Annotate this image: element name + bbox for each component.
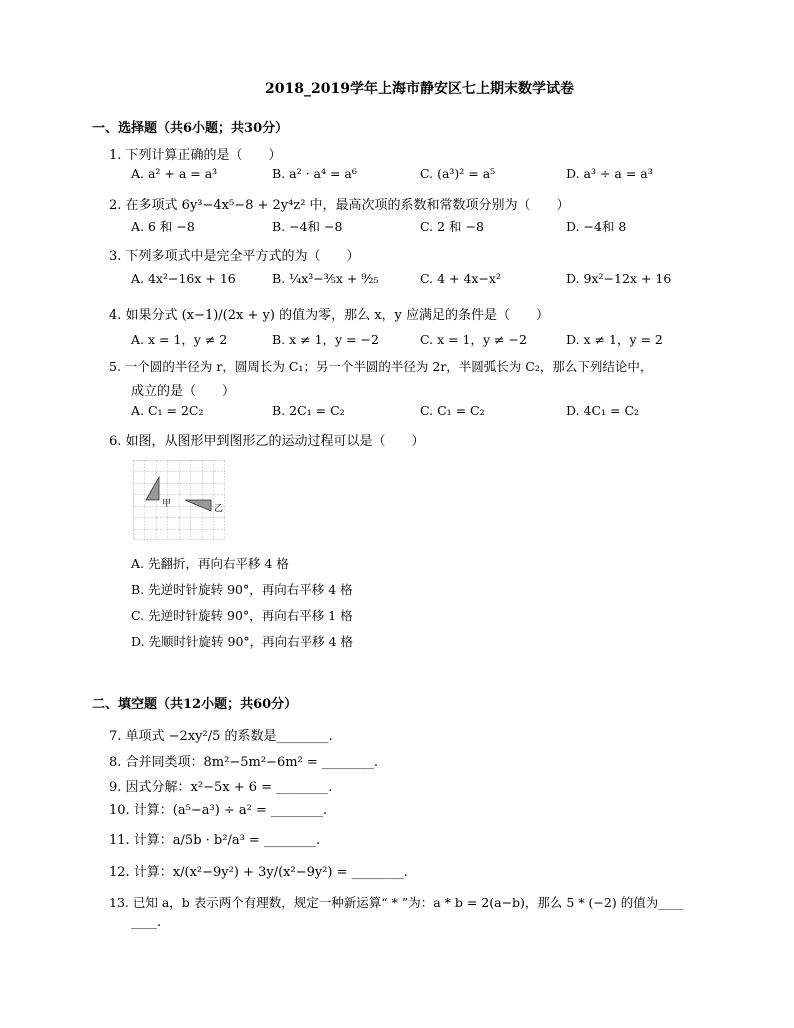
question-5-option-d: D. 4C₁ = C₂ bbox=[566, 403, 640, 418]
question-3-option-c: C. 4 + 4x−x² bbox=[420, 271, 501, 286]
question-4-option-a: A. x = 1，y ≠ 2 bbox=[131, 332, 228, 347]
question-3-stem: 3. 下列多项式中是完全平方式的为（ ） bbox=[109, 249, 360, 264]
label-jia: 甲 bbox=[162, 499, 172, 509]
question-9: 9. 因式分解：x²−5x + 6 = ________. bbox=[109, 780, 333, 795]
question-10: 10. 计算：(a⁵−a³) ÷ a² = ________. bbox=[109, 803, 328, 818]
question-4-option-c: C. x = 1，y ≠ −2 bbox=[420, 332, 527, 347]
question-6-stem: 6. 如图，从图形甲到图形乙的运动过程可以是（ ） bbox=[109, 434, 425, 449]
question-1-option-a: A. a² + a = a³ bbox=[131, 166, 218, 181]
question-8: 8. 合并同类项：8m²−5m²−6m² = ________. bbox=[109, 755, 379, 770]
question-3-option-b: B. ¼x³−³⁄₅x + ⁹⁄₂₅ bbox=[272, 271, 379, 286]
question-6-option-d: D. 先顺时针旋转 90°，再向右平移 4 格 bbox=[131, 634, 354, 649]
question-5-option-c: C. C₁ = C₂ bbox=[420, 403, 485, 418]
section-heading-choice: 一、选择题（共6小题；共30分） bbox=[92, 121, 289, 136]
question-2-stem: 2. 在多项式 6y³−4x⁵−8 + 2y⁴z² 中，最高次项的系数和常数项分别为（ ） bbox=[109, 198, 570, 213]
question-6-option-a: A. 先翻折，再向右平移 4 格 bbox=[131, 556, 289, 571]
question-5-stem-cont: 成立的是（ ） bbox=[131, 384, 236, 399]
question-7: 7. 单项式 −2xy²/5 的系数是________. bbox=[109, 729, 333, 744]
question-1-option-d: D. a³ ÷ a = a³ bbox=[566, 166, 653, 181]
question-11: 11. 计算：a/5b · b²/a³ = ________. bbox=[109, 833, 321, 848]
question-1-option-c: C. (a³)² = a⁵ bbox=[420, 166, 496, 181]
question-1-stem: 1. 下列计算正确的是（ ） bbox=[109, 148, 282, 163]
question-5-stem: 5. 一个圆的半径为 r，圆周长为 C₁；另一个半圆的半径为 2r，半圆弧长为 C₂，那么下列结论中， bbox=[109, 359, 653, 374]
section-heading-fill: 二、填空题（共12小题；共60分） bbox=[92, 697, 298, 712]
question-4-option-b: B. x ≠ 1，y = −2 bbox=[272, 332, 379, 347]
label-yi: 乙 bbox=[214, 504, 224, 514]
question-13: 13. 已知 a，b 表示两个有理数，规定一种新运算“ * ”为：a * b = 2(a−b)，那么 5 * (−2) 的值为____ bbox=[109, 895, 684, 910]
question-4-stem: 4. 如果分式 (x−1)/(2x + y) 的值为零，那么 x，y 应满足的条件是（ ） bbox=[109, 308, 550, 323]
question-6-figure bbox=[133, 460, 225, 540]
question-2-option-c: C. 2 和 −8 bbox=[420, 219, 484, 234]
question-3-option-a: A. 4x²−16x + 16 bbox=[131, 271, 236, 286]
question-1-option-b: B. a² · a⁴ = a⁶ bbox=[272, 166, 357, 181]
grid-figure-svg bbox=[133, 460, 225, 540]
question-6-option-c: C. 先逆时针旋转 90°，再向右平移 1 格 bbox=[131, 608, 353, 623]
question-2-option-a: A. 6 和 −8 bbox=[131, 219, 195, 234]
question-13-cont: ____. bbox=[131, 915, 162, 930]
question-2-option-b: B. −4和 −8 bbox=[272, 219, 343, 234]
question-2-option-d: D. −4和 8 bbox=[566, 219, 627, 234]
page-title: 2018_2019学年上海市静安区七上期末数学试卷 bbox=[265, 81, 574, 97]
question-5-option-a: A. C₁ = 2C₂ bbox=[131, 403, 204, 418]
question-3-option-d: D. 9x²−12x + 16 bbox=[566, 271, 672, 286]
question-12: 12. 计算：x/(x²−9y²) + 3y/(x²−9y²) = ________. bbox=[109, 865, 408, 880]
question-6-option-b: B. 先逆时针旋转 90°，再向右平移 4 格 bbox=[131, 582, 353, 597]
question-5-option-b: B. 2C₁ = C₂ bbox=[272, 403, 345, 418]
question-4-option-d: D. x ≠ 1，y = 2 bbox=[566, 332, 663, 347]
